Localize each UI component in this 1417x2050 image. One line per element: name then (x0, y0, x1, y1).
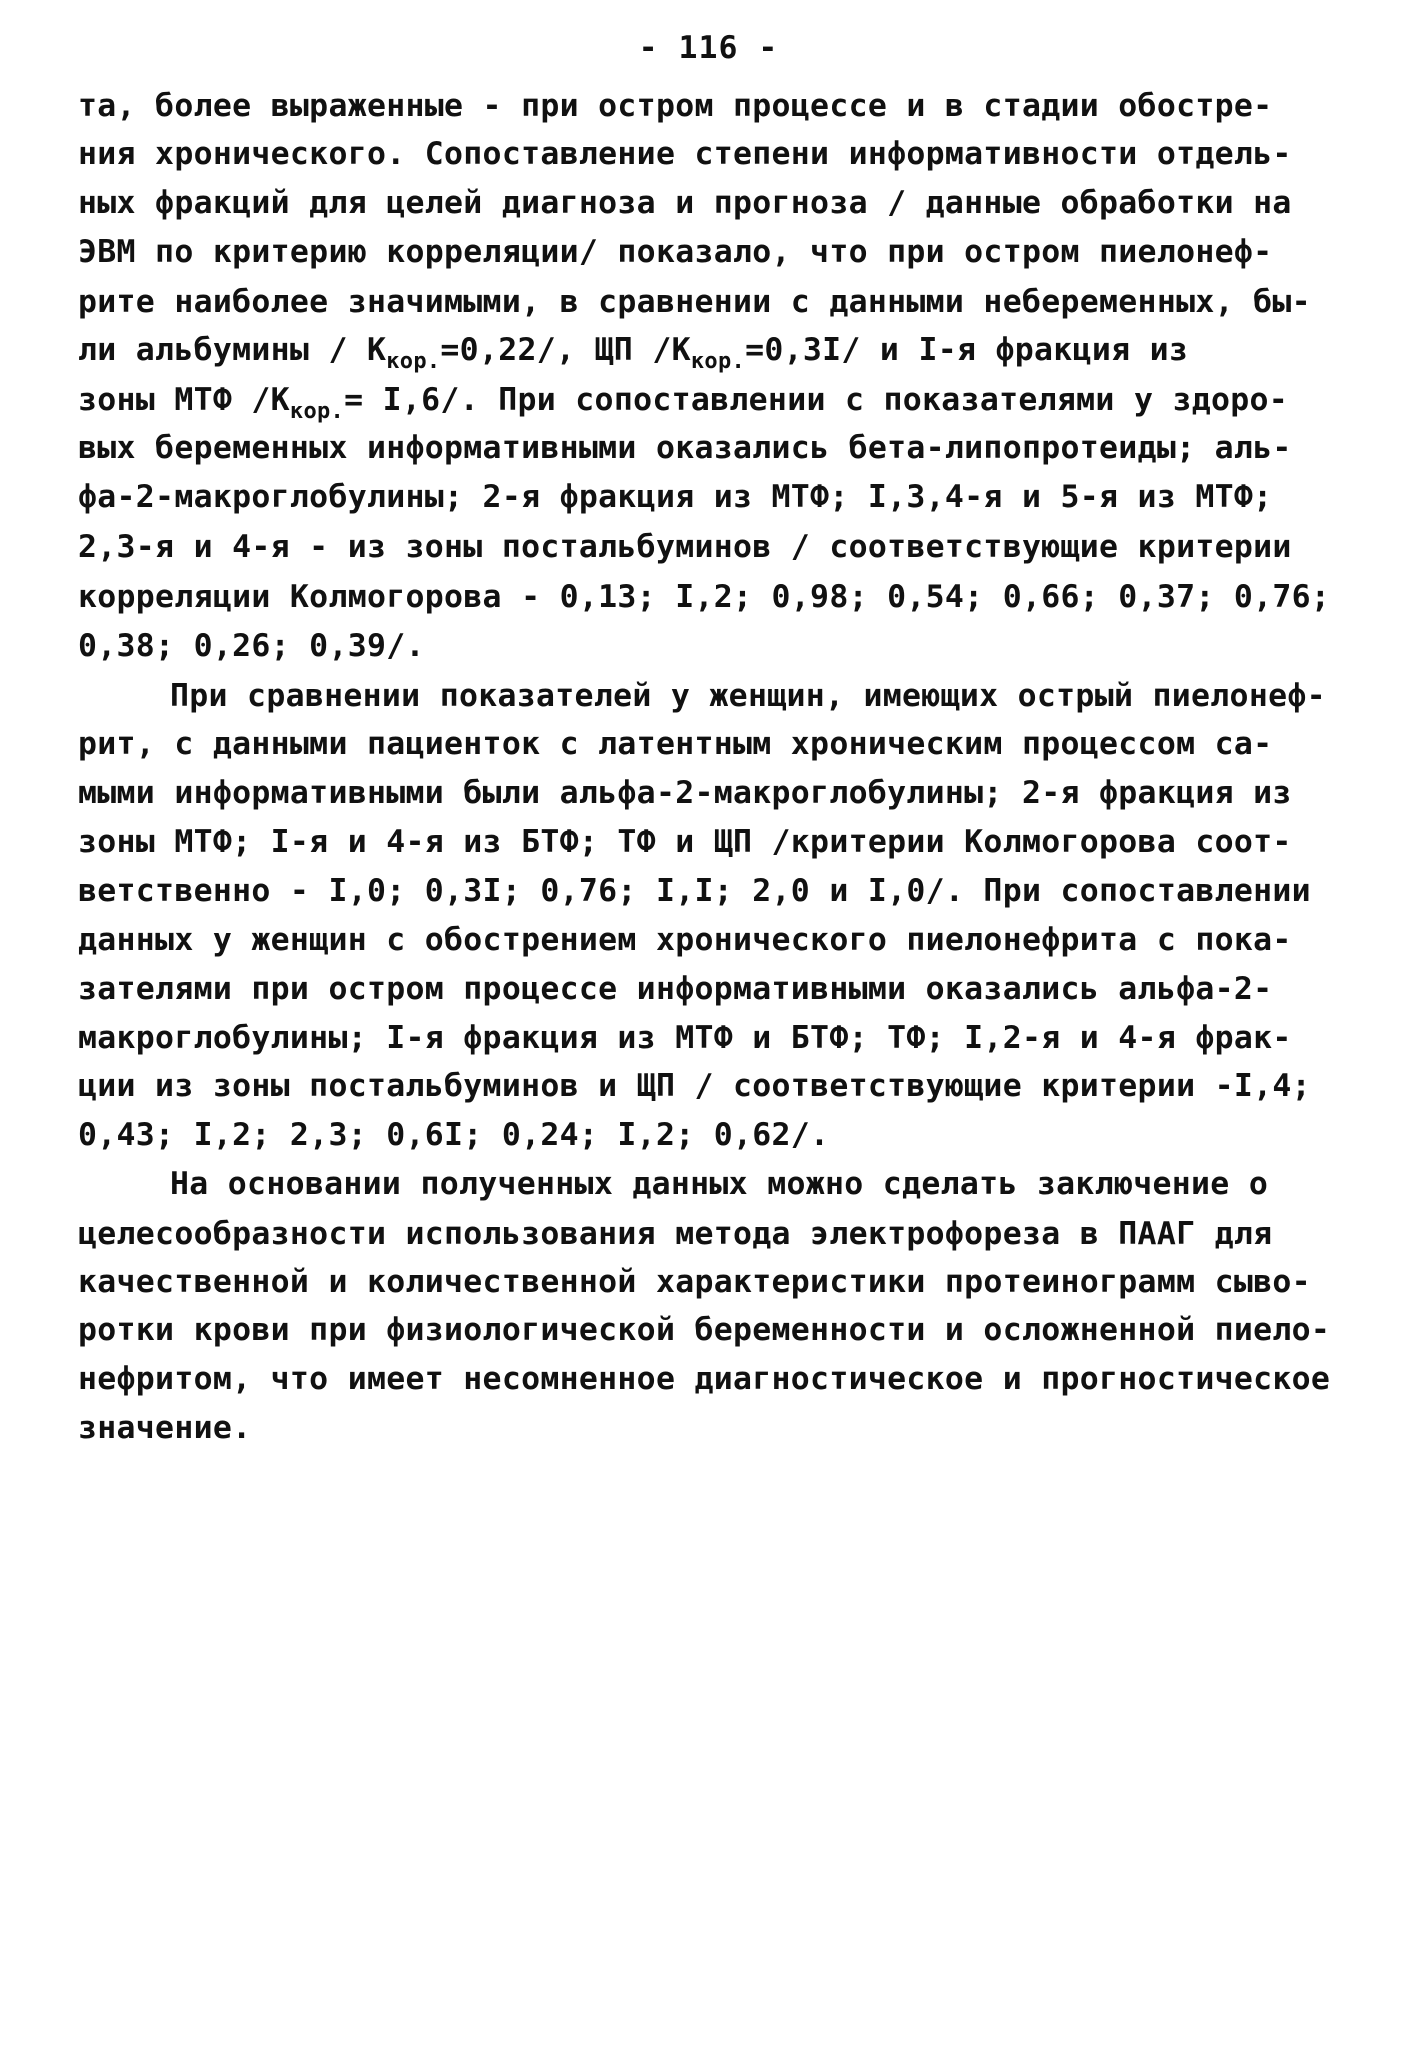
text-line: зателями при остром процессе информативными оказались альфа-2- (78, 971, 1273, 1007)
text-line: качественной и количественной характеристики протеинограмм сыво- (78, 1264, 1311, 1300)
text-line: рит, с данными пациенток с латентным хроническим процессом са- (78, 726, 1273, 762)
text-line: ЭВМ по критерию корреляции/ показало, что при остром пиелонеф- (78, 234, 1273, 270)
text-line: рите наиболее значимыми, в сравнении с данными небеременных, бы- (78, 284, 1311, 320)
text-line: данных у женщин с обострением хронического пиелонефрита с пока- (78, 922, 1292, 958)
text-line: ных фракций для целей диагноза и прогноза / данные обработки на (78, 185, 1292, 221)
text-line (78, 380, 1289, 424)
subscript: кор. (386, 349, 441, 374)
text-line: вых беременных информативными оказались бета-липопротеиды; аль- (78, 430, 1292, 466)
text-line (78, 330, 1189, 374)
text-line: нефритом, что имеет несомненное диагностическое и прогностическое (78, 1361, 1331, 1397)
subscript: кор. (690, 349, 746, 374)
text-line: макроглобулины; I-я фракция из МТФ и БТФ; ТФ; I,2-я и 4-я фрак- (78, 1020, 1292, 1056)
text-line: 0,43; I,2; 2,3; 0,6I; 0,24; I,2; 0,62/. (78, 1117, 830, 1153)
text-segment: =0,22/, ЩП /К (440, 332, 691, 368)
text-segment: ли альбумины / К (78, 332, 387, 368)
text-segment: зоны МТФ /К (78, 382, 290, 418)
text-line: фа-2-макроглобулины; 2-я фракция из МТФ; I,3,4-я и 5-я из МТФ; (78, 479, 1273, 515)
text-segment: =0,3I/ и I-я фракция из (745, 332, 1189, 368)
text-line: зоны МТФ; I-я и 4-я из БТФ; ТФ и ЩП /критерии Колмогорова соот- (78, 824, 1292, 860)
text-segment: = I,6/. При сопоставлении с показателями у здоро- (344, 382, 1289, 418)
text-line: При сравнении показателей у женщин, имеющих острый пиелонеф- (170, 678, 1326, 714)
subscript: кор. (289, 399, 345, 424)
text-line: 2,3-я и 4-я - из зоны постальбуминов / соответствующие критерии (78, 529, 1292, 565)
text-line: мыми информативными были альфа-2-макроглобулины; 2-я фракция из (78, 775, 1292, 811)
text-line: та, более выраженные - при остром процессе и в стадии обостре- (78, 88, 1273, 124)
page-number: - 116 - (638, 30, 779, 66)
text-line: корреляции Колмогорова - 0,13; I,2; 0,98; 0,54; 0,66; 0,37; 0,76; (78, 579, 1331, 615)
text-line: ции из зоны постальбуминов и ЩП / соответствующие критерии -I,4; (78, 1068, 1311, 1104)
text-line: 0,38; 0,26; 0,39/. (78, 628, 425, 664)
text-line: значение. (78, 1410, 252, 1446)
text-line: На основании полученных данных можно сделать заключение о (170, 1166, 1269, 1202)
text-line: целесообразности использования метода электрофореза в ПААГ для (78, 1216, 1273, 1252)
text-line: ротки крови при физиологической беременности и осложненной пиело- (78, 1312, 1331, 1348)
text-line: ния хронического. Сопоставление степени информативности отдель- (78, 136, 1292, 172)
text-line: ветственно - I,0; 0,3I; 0,76; I,I; 2,0 и I,0/. При сопоставлении (78, 873, 1311, 909)
